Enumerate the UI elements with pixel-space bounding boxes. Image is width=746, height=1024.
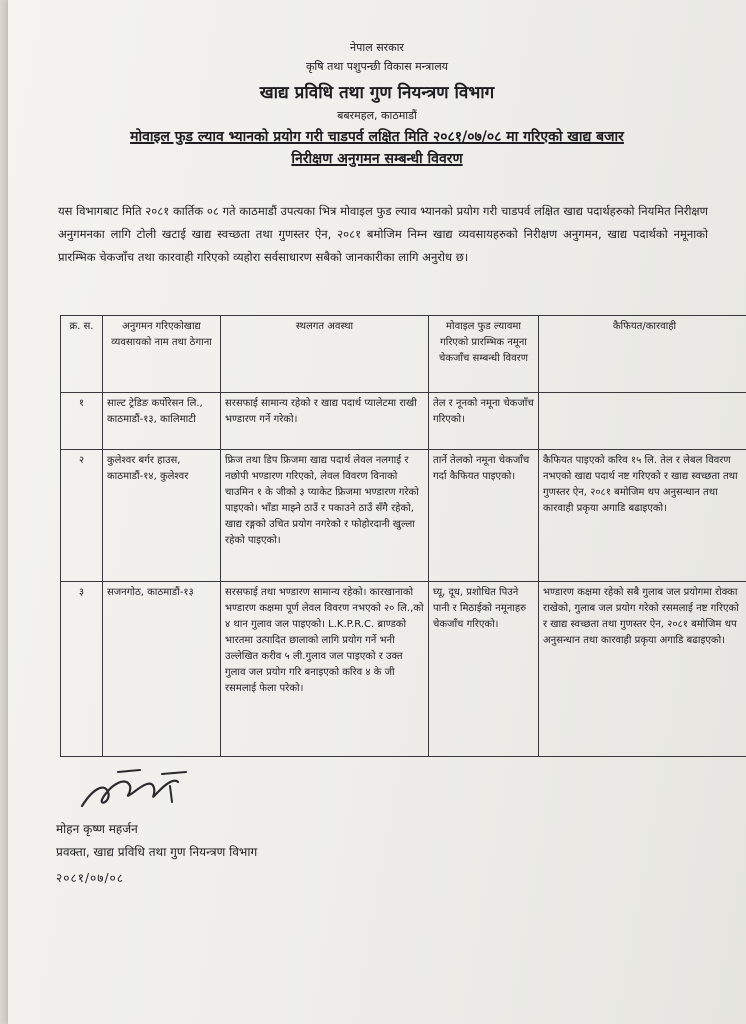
table-header-row <box>61 316 746 393</box>
row-serial: १ <box>61 393 103 450</box>
signature-mark <box>74 766 204 814</box>
government-name: नेपाल सरकार <box>350 41 404 54</box>
row-condition: सरसफाई सामान्य रहेको र खाद्य पदार्थ प्यालेटमा राखी भण्डारण गर्ने गरेको। <box>221 393 429 450</box>
row-remarks: भण्डारण कक्षमा रहेको सबै गुलाब जल प्रयोगमा रोक्का राखेको, गुलाब जल प्रयोग गरेको रसमलाई नष्ट गरिएको र खाद्य स्वच्छता तथा गुणस्तर ऐन, २०८१ बमोजिम थप अनुसन्धान तथा कारवाही प्रकृया अगाडि बढाइएको। <box>539 582 746 757</box>
signatory-name: मोहन कृष्ण महर्जन <box>56 822 138 836</box>
ministry-name: कृषि तथा पशुपन्छी विकास मन्त्रालय <box>305 60 449 73</box>
subject-line-1: मोवाइल फुड ल्याव भ्यानको प्रयोग गरी चाडपर्व लक्षित मिति २०८१/०७/०८ मा गरिएको खाद्य बजार <box>130 129 624 145</box>
row-serial: २ <box>61 450 103 582</box>
subject-heading <box>48 126 706 170</box>
header-condition: स्थलगत अवस्था <box>221 316 429 393</box>
row-serial: ३ <box>61 582 103 757</box>
row-remarks <box>539 393 746 450</box>
row-business: साल्ट ट्रेडिङ कर्पोरेसन लि., काठमाडौं-१३, कालिमाटी <box>103 393 221 450</box>
row-business: सजनगोठ, काठमाडौं-१३ <box>103 582 221 757</box>
header-remarks: कैफियत/कारवाही <box>539 316 746 393</box>
row-test: तेल र नूनको नमूना चेकजाँच गरिएको। <box>429 393 539 450</box>
table-row <box>61 582 746 757</box>
document-page <box>8 0 746 1024</box>
signatory-title: प्रवक्ता, खाद्य प्रविधि तथा गुण नियन्त्रण विभाग <box>56 845 258 859</box>
row-test: घ्यू, दूध, प्रशोधित पिउने पानी र मिठाईको नमूनाहरु चेकजाँच गरिएको। <box>429 582 539 757</box>
header-test: मोवाइल फुड ल्यावमा गरिएको प्रारम्भिक नमूना चेकजाँच सम्बन्धी विवरण <box>429 316 539 393</box>
subject-line-2: निरीक्षण अनुगमन सम्बन्धी विवरण <box>291 151 463 167</box>
office-address: बबरमहल, काठमाडौं <box>337 109 417 122</box>
intro-paragraph: यस विभागबाट मिति २०८१ कार्तिक ०८ गते काठमाडौं उपत्यका भित्र मोवाइल फुड ल्याव भ्यानको प्रयोग गरी चाडपर्व लक्षित खाद्य पदार्थहरुको नियमित निरीक्षण अनुगमनका लागि टोली खटाई खाद्य स्वच्छता तथा गुणस्तर ऐन, २०८१ बमोजिम निम्न खाद्य व्यवसायहरुको निरीक्षण अनुगमन, खाद्य पदार्थको नमूनाको प्रारम्भिक चेकजाँच तथा कारवाही गरिएको व्यहोरा सर्वसाधारण सबैको जानकारीका लागि अनुरोध छ। <box>58 204 708 264</box>
row-condition: फ्रिज तथा डिप फ्रिजमा खाद्य पदार्थ लेवल नलगाई र नछोपी भण्डारण गरिएको, लेवल विवरण विनाको चाउमिन १ के जीको ३ प्याकेट फ्रिजमा भण्डारण गरेको पाइएको। भाँडा माझ्ने ठाउँ र पकाउने ठाउँ सँगै रहेको, खाद्य रङ्गको उचित प्रयोग नगरेको र फोहोरदानी खुल्ला रहेको पाइएको। <box>221 450 429 582</box>
signature-date: २०८१/०७/०८ <box>56 871 125 885</box>
table-row <box>61 393 746 450</box>
row-business: कुलेश्वर बर्गर हाउस, काठमाडौं-१४, कुलेश्वर <box>103 450 221 582</box>
header-serial: क्र. स. <box>61 316 103 393</box>
row-test: तार्ने तेलको नमूना चेकजाँच गर्दा कैफियत पाइएको। <box>429 450 539 582</box>
table-row <box>61 450 746 582</box>
row-condition: सरसफाई तथा भण्डारण सामान्य रहेको। कारखानाको भण्डारण कक्षमा पूर्ण लेवल विवरण नभएको २० लि.,को ४ थान गुलाव जल पाइएको। L.K.P.R.C. ब्राण्डको भारतमा उत्पादित छालाको लागि प्रयोग गर्ने भनी उल्लेखित करीव ५ ली.गुलाव जल पाइएको र उक्त गुलाव जल प्रयोग गरि बनाइएको करिव ४ के जी रसमलाई फेला परेको। <box>221 582 429 757</box>
department-name: खाद्य प्रविधि तथा गुण नियन्त्रण विभाग <box>259 83 495 103</box>
header-business: अनुगमन गरिएकोखाद्य व्यवसायको नाम तथा ठेगाना <box>103 316 221 393</box>
inspection-table <box>60 315 746 757</box>
row-remarks: कैफियत पाइएको करिव १५ लि. तेल र लेबल विवरण नभएको खाद्य पदार्थ नष्ट गरिएको र खाद्य स्वच्छता तथा गुणस्तर ऐन, २०८१ बमोजिम थप अनुसन्धान तथा कारवाही प्रकृया अगाडि बढाइएको। <box>539 450 746 582</box>
